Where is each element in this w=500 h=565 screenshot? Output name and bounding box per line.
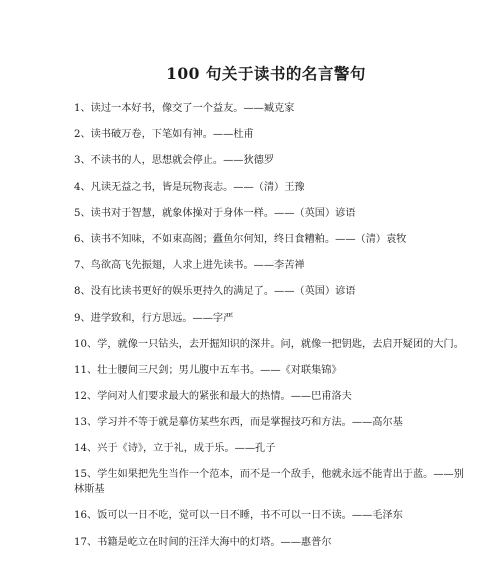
quote-item: 2、读书破万卷，下笔如有神。——杜甫 <box>74 129 254 141</box>
quote-item: 4、凡读无益之书，皆是玩物丧志。——（清）王豫 <box>74 181 305 193</box>
quote-item: 12、学问对人们要求最大的紧张和最大的热情。——巴甫洛夫 <box>74 390 352 402</box>
quote-item: 13、学习并不等于就是摹仿某些东西，而是掌握技巧和方法。——高尔基 <box>74 417 403 429</box>
quote-item: 3、不读书的人，思想就会停止。——狄德罗 <box>74 155 275 167</box>
page-title: 100 句关于读书的名言警句 <box>166 64 366 83</box>
quote-item: 1、读过一本好书，像交了一个益友。——臧克家 <box>74 103 295 114</box>
quote-item: 8、没有比读书更好的娱乐更持久的满足了。——（英国）谚语 <box>74 286 356 298</box>
quote-item: 9、进学致和，行方思远。——字严 <box>74 312 234 324</box>
quote-item: 16、饭可以一日不吃，觉可以一日不睡，书不可以一日不读。——毛泽东 <box>74 510 403 522</box>
quote-item: 15、学生如果把先生当作一个范本，而不是一个敌手，他就永远不能青出于蓝。——别林斯基 <box>74 469 464 496</box>
quote-item: 11、壮士腰间三尺剑；男儿腹中五车书。——《对联集锦》 <box>74 364 342 376</box>
quote-item: 6、读书不知味，不如束高阁；蠹鱼尔何知，终日食糟粕。——（清）袁牧 <box>74 233 407 245</box>
quote-item: 5、读书对于智慧，就象体操对于身体一样。——（英国）谚语 <box>74 207 356 219</box>
quote-item: 7、鸟欲高飞先振翅，人求上进先读书。——李苦禅 <box>74 260 305 272</box>
quote-list <box>74 101 464 550</box>
quote-item: 14、兴于《诗》，立于礼，成于乐。——孔子 <box>74 443 276 455</box>
quote-item: 10、学，就像一只钻头，去开掘知识的深井。问，就像一把钥匙，去启开疑团的大门。 <box>74 338 464 350</box>
quote-item: 17、书籍是屹立在时间的汪洋大海中的灯塔。——惠普尔 <box>74 536 332 548</box>
